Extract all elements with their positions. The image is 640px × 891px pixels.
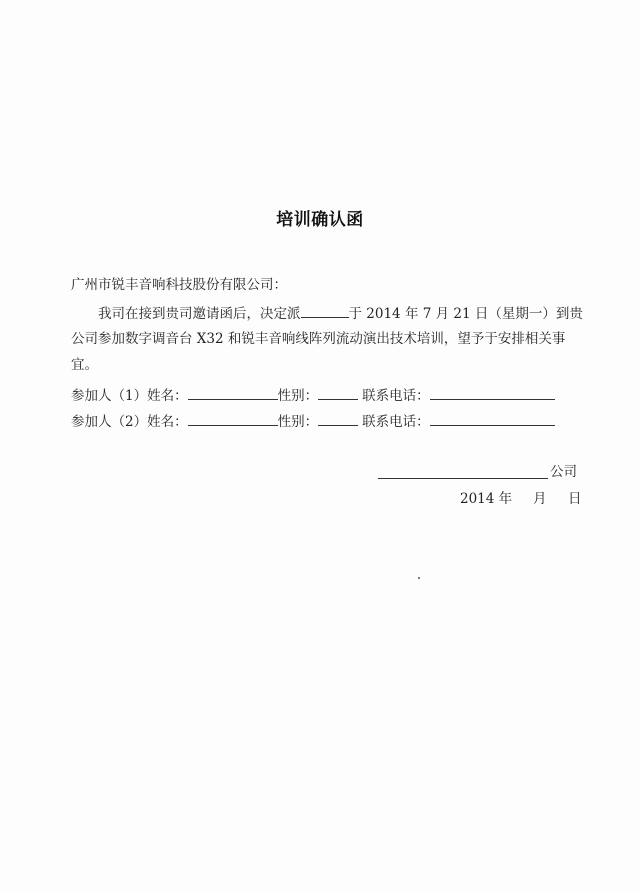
delegate-blank — [301, 303, 349, 318]
date-month: 月 — [533, 491, 547, 507]
participant-name-blank — [188, 411, 278, 426]
participant-gender-blank — [318, 385, 358, 400]
participant-phone-blank — [430, 411, 555, 426]
participant-gender-blank — [318, 411, 358, 426]
recipient-line: 广州市锐丰音响科技股份有限公司： — [71, 277, 287, 293]
body-line-1-start: 我司在接到贵司邀请函后，决定派 — [98, 306, 301, 322]
body-line-2: 公司参加数字调音台 X32 和锐丰音响线阵列流动演出技术培训，望予于安排相关事 — [71, 331, 566, 347]
letter-title: 培训确认函 — [276, 210, 364, 230]
participant-gender-label: 性别： — [277, 414, 319, 430]
body-line-3: 宜。 — [71, 357, 98, 373]
body-line-1 — [98, 303, 583, 323]
participant-phone-blank — [430, 385, 555, 400]
company-signature-blank — [378, 478, 548, 479]
participant-phone-label: 联系电话： — [362, 388, 430, 404]
participant-gender-label: 性别： — [277, 388, 319, 404]
body-line-1-end: 于 2014 年 7 月 21 日（星期一）到贵 — [348, 306, 583, 322]
company-suffix: 公司 — [550, 464, 577, 480]
participant-phone-label: 联系电话： — [362, 414, 430, 430]
participant-row — [71, 411, 555, 431]
participant-name-label: 参加人（1）姓名： — [71, 388, 188, 404]
date-day: 日 — [568, 491, 582, 507]
date-year: 2014 年 — [460, 491, 513, 507]
participant-name-label: 参加人（2）姓名： — [71, 414, 188, 430]
participant-name-blank — [188, 385, 278, 400]
participant-row — [71, 385, 555, 405]
scan-speck — [418, 577, 420, 579]
